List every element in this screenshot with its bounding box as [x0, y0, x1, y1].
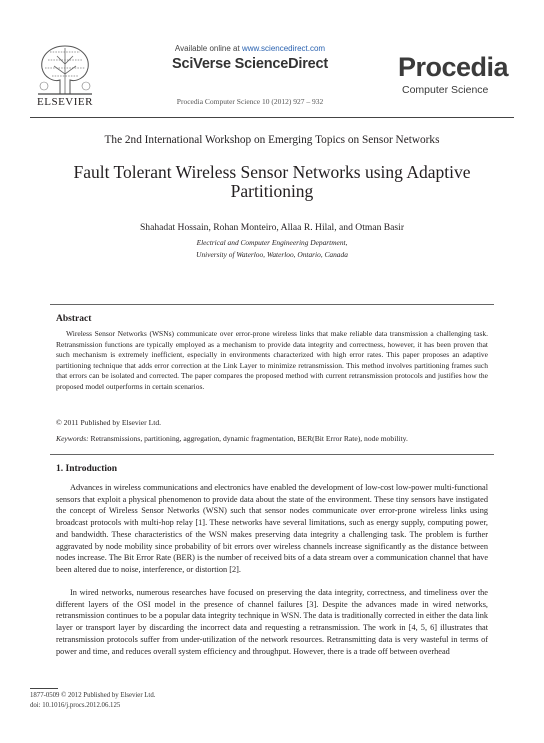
header-rule — [30, 117, 514, 118]
keywords-list: Retransmissions, partitioning, aggregation, dynamic fragmentation, BER(Bit Error Rate), node mobility. — [90, 434, 408, 443]
available-prefix: Available online at — [174, 44, 240, 53]
footer-rule — [30, 688, 58, 689]
journal-reference: Procedia Computer Science 10 (2012) 927 – 932 — [176, 97, 324, 106]
abstract-heading: Abstract — [56, 314, 92, 324]
conference-name: The 2nd International Workshop on Emerging Topics on Sensor Networks — [104, 134, 440, 146]
affiliation-department: Electrical and Computer Engineering Department, — [196, 238, 348, 247]
paper-title: Fault Tolerant Wireless Sensor Networks using Adaptive Partitioning — [73, 162, 471, 201]
keywords-label: Keywords: — [56, 434, 89, 443]
intro-paragraph-1 — [56, 482, 488, 576]
availability-line — [130, 44, 370, 53]
abstract-bottom-rule — [50, 454, 494, 455]
publisher-name: ELSEVIER — [37, 96, 93, 108]
sciencedirect-link[interactable]: www.sciencedirect.com — [241, 44, 326, 53]
section-heading-introduction: 1. Introduction — [56, 464, 118, 474]
author-list: Shahadat Hossain, Rohan Monteiro, Allaa R. Hilal, and Otman Basir — [139, 222, 405, 233]
footer-doi: doi: 10.1016/j.procs.2012.06.125 — [30, 702, 121, 709]
keywords-line — [56, 434, 488, 443]
footer-issn: 1877-0509 © 2012 Published by Elsevier Ltd. — [30, 692, 156, 699]
journal-logo: Procedia — [398, 52, 509, 82]
affiliation-university: University of Waterloo, Waterloo, Ontario, Canada — [196, 250, 348, 259]
journal-logo-subtitle: Computer Science — [402, 84, 489, 96]
platform-name: SciVerse ScienceDirect — [171, 56, 328, 72]
paragraph-text: Advances in wireless communications and electronics have enabled the development of low-cost low-power multi-functional sensors that exploit a physical phenomenon to provide data about the state of the environment. These tiny sensors have instigated the concept of Wireless Sensor Networks (WSN) such that sensor nodes communicate over error-prone wireless links using broadcast protocols with multi-hop relay [1]. These networks have several limitations, such as energy supply, computing power, and bandwidth. These characteristics of the WSN makes preserving data integrity a challenging task. The problem is further aggravated by node mobility since probability of bit errors over wireless channels increase significantly as the distance between nodes increase. The Bit Error Rate (BER) is the number of received bits of a data stream over a communication channel that have been altered due to noise, interference, or distortion [2]. — [56, 483, 488, 574]
copyright-notice: © 2011 Published by Elsevier Ltd. — [56, 418, 162, 427]
abstract-text: Wireless Sensor Networks (WSNs) communicate over error-prone wireless links that make reliable data transmission a challenging task. Retransmission functions are typically employed as a mechanism to provide data integrity and correctness, however, it has been proven that such mechanism is extremely inefficient, especially in environments characterized with high error rates. This paper proposes an adaptive partitioning technique that adds error correction at the Link Layer to minimize retransmission. This method involves partitioning frames such that errors can be isolated and corrected. The paper compares the proposed method with current retransmission protocols and justifies how the proposed model outperforms in certain scenarios. — [56, 329, 488, 391]
paragraph-text: In wired networks, numerous researches have focused on preserving the data integrity, correctness, and timeliness over the different layers of the OSI model in the presence of channel failures [3]. Despite the advances made in wired networks, retransmission continues to be a popular data integrity technique in WSN. The data is traditionally corrected in either the data link layer or transport layer by discarding the incorrect data and requesting a retransmission. The work in [4, 5, 6] illustrates that retransmission protocols suffer from under-utilization of the network resources. Retransmitting data is very wasteful in terms of power and time, and reduces overall system efficiency and throughput. However, there is a trade off between overhead — [56, 588, 488, 656]
intro-paragraph-2 — [56, 587, 488, 657]
abstract-top-rule — [50, 304, 494, 305]
